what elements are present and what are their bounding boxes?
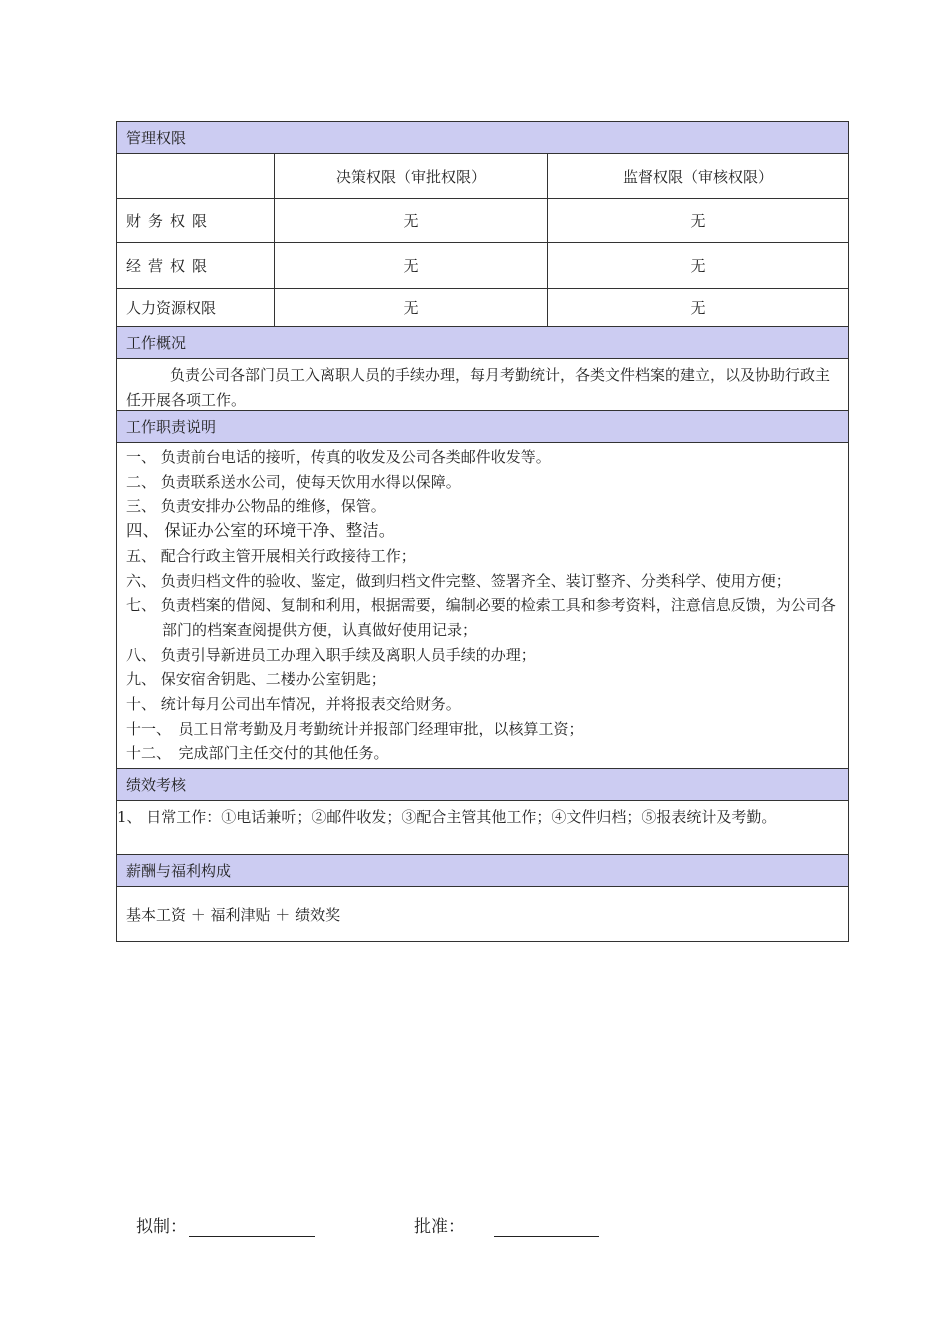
salary-header: 薪酬与福利构成: [117, 855, 848, 887]
decision-value: 无: [275, 199, 548, 242]
duty-item: 六、 负责归档文件的验收、鉴定，做到归档文件完整、签署齐全、装订整齐、分类科学、使用方便；: [126, 571, 791, 590]
overview-text: 负责公司各部门员工入离职人员的手续办理，每月考勤统计，各类文件档案的建立，以及协助行政主任开展各项工作。: [117, 359, 848, 411]
decision-value: 无: [275, 289, 548, 326]
decision-value: 无: [275, 243, 548, 288]
performance-text: 1、 日常工作：①电话兼听；②邮件收发；③配合主管其他工作；④文件归档；⑤报表统计及考勤。: [117, 801, 848, 855]
decision-column-header: 决策权限（审批权限）: [275, 154, 548, 198]
permission-row-finance: [117, 199, 848, 243]
performance-header: 绩效考核: [117, 769, 848, 801]
duty-item: 七、 负责档案的借阅、复制和利用，根据需要，编制必要的检索工具和参考资料，注意信息反馈，为公司各部门的档案查阅提供方便，认真做好使用记录；: [126, 596, 836, 639]
permission-row-hr: [117, 289, 848, 327]
supervise-value: 无: [690, 212, 706, 230]
salary-text: 基本工资 ＋ 福利津贴 ＋ 绩效奖: [126, 905, 341, 924]
supervise-value: 无: [690, 257, 706, 275]
permission-row-operations: [117, 243, 848, 289]
duty-item: 九、 保安宿舍钥匙、二楼办公室钥匙；: [126, 670, 386, 689]
overview-header: 工作概况: [117, 327, 848, 359]
duty-item: 四、 保证办公室的环境干净、整洁。: [126, 521, 396, 541]
duty-item: 二、 负责联系送水公司，使每天饮用水得以保障。: [126, 472, 461, 491]
drafted-signature-line[interactable]: [189, 1214, 315, 1237]
permissions-header: 管理权限: [117, 122, 848, 154]
duty-item: 五、 配合行政主管开展相关行政接待工作；: [126, 546, 416, 565]
duties-header: 工作职责说明: [117, 411, 848, 443]
permissions-column-header-row: [117, 154, 848, 199]
permission-label: 财务权限: [117, 199, 275, 242]
approved-signature-line[interactable]: [494, 1214, 599, 1237]
duty-item: 一、 负责前台电话的接听，传真的收发及公司各类邮件收发等。: [126, 448, 551, 466]
duty-item: 十二、 完成部门主任交付的其他任务。: [126, 744, 389, 763]
approved-label: 批准：: [414, 1217, 465, 1237]
permission-label: 经营权限: [117, 243, 275, 288]
duty-item: 十、 统计每月公司出车情况，并将报表交给财务。: [126, 695, 461, 714]
job-description-table: [116, 121, 849, 942]
duty-item: 十一、 员工日常考勤及月考勤统计并报部门经理审批，以核算工资；: [126, 719, 584, 738]
supervise-column-header: 监督权限（审核权限）: [622, 167, 773, 186]
drafted-label: 拟制：: [136, 1217, 187, 1237]
empty-header-cell: [117, 154, 275, 198]
drafted-signature: [136, 1212, 315, 1237]
duty-item: 八、 负责引导新进员工办理入职手续及离职人员手续的办理；: [126, 645, 536, 664]
duties-list: [117, 443, 848, 769]
duty-item: 三、 负责安排办公物品的维修，保管。: [126, 497, 386, 516]
supervise-value: 无: [690, 299, 706, 317]
approved-signature: [414, 1212, 599, 1237]
permission-label: 人力资源权限: [117, 289, 275, 326]
